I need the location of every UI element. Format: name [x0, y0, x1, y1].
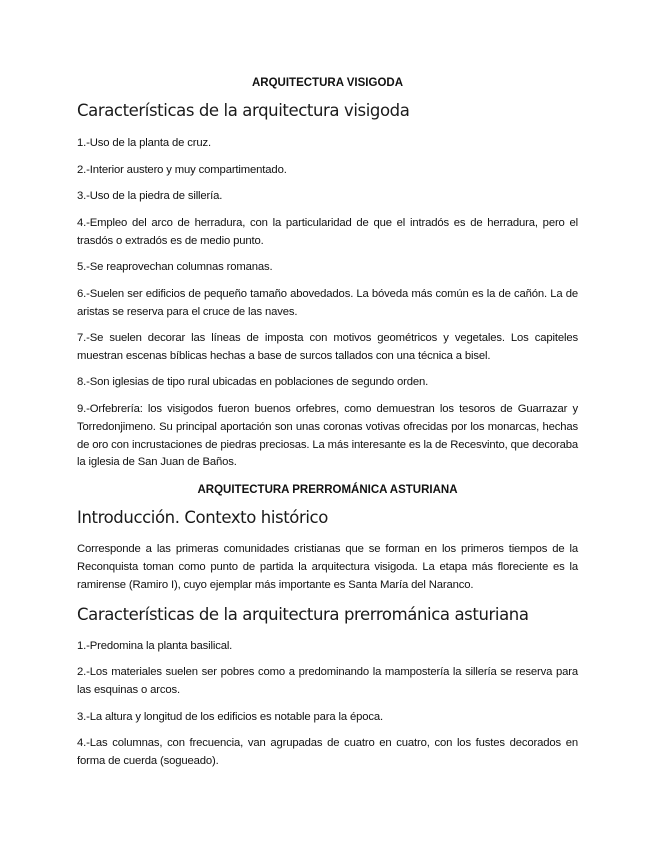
list-item: 9.-Orfebrería: los visigodos fueron buenos orfebres, como demuestran los tesoros de Guarrazar y Torredonjimeno. Su principal aportación son unas coronas votivas ofrecidas por los monarcas, hechas de oro con incrustaciones de piedras preciosas. La más interesante es la de Recesvinto, que decoraba la iglesia de San Juan de Baños. [77, 403, 578, 469]
list-item: 1.-Predomina la planta basilical. [77, 640, 233, 652]
list-item: 7.-Se suelen decorar las líneas de imposta con motivos geométricos y vegetales. Los capiteles muestran escenas bíblicas hechas a base de surcos tallados con una técnica a bisel. [77, 332, 578, 362]
list-item: 4.-Las columnas, con frecuencia, van agrupadas de cuatro en cuatro, con los fustes decorados en forma de cuerda (sogueado). [77, 737, 578, 767]
list-item: 2.-Interior austero y muy compartimentado. [77, 164, 287, 176]
list-item: 6.-Suelen ser edificios de pequeño tamaño abovedados. La bóveda más común es la de cañón. La de aristas se reserva para el cruce de las naves. [77, 288, 578, 318]
list-item: 4.-Empleo del arco de herradura, con la particularidad de que el intradós es de herradura, pero el trasdós o extradós es de medio punto. [77, 217, 578, 247]
list-item: 8.-Son iglesias de tipo rural ubicadas en poblaciones de segundo orden. [77, 376, 429, 388]
list-item: 3.-Uso de la piedra de sillería. [77, 190, 223, 202]
intro-paragraph: Corresponde a las primeras comunidades cristianas que se forman en los primeros tiempos de la Reconquista toman como punto de partida la arquitectura visigoda. La etapa más floreciente es la ramirense (Ramiro I), cuyo ejemplar más importante es Santa María del Naranco. [77, 543, 578, 591]
list-item: 3.-La altura y longitud de los edificios es notable para la época. [77, 711, 383, 723]
heading-introduccion: Introducción. Contexto histórico [77, 508, 328, 527]
list-item: 5.-Se reaprovechan columnas romanas. [77, 261, 273, 273]
heading-caracteristicas-visigoda: Características de la arquitectura visigoda [77, 101, 410, 120]
section-title-asturiana: ARQUITECTURA PRERROMÁNICA ASTURIANA [197, 484, 458, 496]
list-item: 1.-Uso de la planta de cruz. [77, 137, 211, 149]
section-title-visigoda: ARQUITECTURA VISIGODA [252, 77, 403, 89]
heading-caracteristicas-asturiana: Características de la arquitectura prerrománica asturiana [77, 605, 529, 624]
list-item: 2.-Los materiales suelen ser pobres como a predominando la mampostería la sillería se reserva para las esquinas o arcos. [77, 666, 578, 696]
